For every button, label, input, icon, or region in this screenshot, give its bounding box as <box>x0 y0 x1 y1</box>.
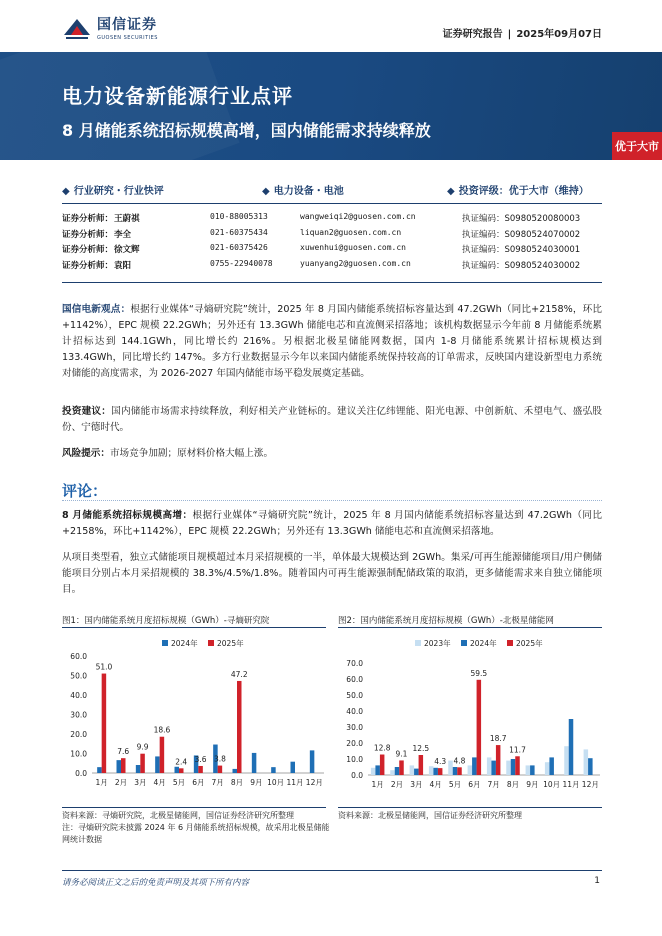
legend-label: 2023年 <box>424 639 451 648</box>
figure1-chart <box>62 630 326 805</box>
diamond-icon: ◆ <box>62 186 70 197</box>
diamond-icon: ◆ <box>447 186 455 197</box>
analyst-list <box>62 212 602 274</box>
header-separator: | <box>507 29 512 40</box>
x-tick-label: 10月 <box>267 778 285 787</box>
bar-2024年 <box>97 767 102 773</box>
analyst-row <box>62 243 602 259</box>
review-paragraph-1 <box>62 508 602 540</box>
bar-2024年 <box>491 761 496 775</box>
advice-label: 投资建议： <box>62 406 112 417</box>
report-date: 2025年09月07日 <box>516 29 602 40</box>
analyst-email[interactable]: liquan2@guosen.com.cn <box>300 227 402 237</box>
logo-name-en: GUOSEN SECURITIES <box>97 35 158 41</box>
x-tick-label: 1月 <box>95 778 108 787</box>
page-header <box>0 0 662 52</box>
bar-2024年 <box>472 757 477 775</box>
report-type: 证券研究报告 <box>442 29 503 40</box>
review-p1-text: 根据行业媒体“寻熵研究院”统计，2025 年 8 月国内储能系统招标容量达到 47.2GWh（同比+2158%，环比+1142%），EPC 规模 22.2GWh；另外还有 13.3GWh 储能电芯和直流侧采招落地。 <box>62 510 602 537</box>
figure2-source: 资料来源：北极星储能网，国信证券经济研究所整理 <box>338 811 522 820</box>
review-divider <box>62 500 602 501</box>
bar-2024年 <box>175 767 180 773</box>
y-tick-label: 0.0 <box>351 771 363 780</box>
bar-2024年 <box>433 768 438 775</box>
advice-paragraph <box>62 404 602 436</box>
analyst-phone: 0755-22940078 <box>210 258 273 268</box>
y-tick-label: 60.0 <box>346 675 363 684</box>
bar-2023年 <box>584 749 589 775</box>
data-label: 51.0 <box>95 662 113 672</box>
x-tick-label: 9月 <box>250 778 263 787</box>
x-tick-label: 7月 <box>487 780 500 789</box>
rating-badge: 优于大市 <box>612 132 662 160</box>
y-tick-label: 30.0 <box>346 723 363 732</box>
risk-label: 风险提示： <box>62 448 110 459</box>
x-tick-label: 11月 <box>562 780 580 789</box>
bar-2024年 <box>453 767 458 775</box>
y-tick-label: 10.0 <box>70 749 87 759</box>
bar-2023年 <box>545 762 550 775</box>
bar-2024年 <box>233 769 238 773</box>
advice-text: 国内储能市场需求持续释放，利好相关产业链标的。建议关注亿纬锂能、阳光电源、中创新航、禾望电气、盛弘股份、宁德时代。 <box>62 406 603 433</box>
bar-2025年 <box>380 755 385 775</box>
x-tick-label: 8月 <box>230 778 244 787</box>
bar-2023年 <box>564 746 569 775</box>
data-label: 3.8 <box>213 754 226 764</box>
analyst-email[interactable]: wangweiqi2@guosen.com.cn <box>300 212 416 221</box>
analyst-row <box>62 212 602 228</box>
figure2-chart <box>338 630 602 805</box>
bar-2025年 <box>457 767 462 775</box>
view-paragraph <box>62 302 602 382</box>
x-tick-label: 6月 <box>192 778 205 787</box>
bar-2024年 <box>549 757 554 775</box>
y-tick-label: 40.0 <box>70 691 87 700</box>
bar-2024年 <box>588 758 593 775</box>
bar-2023年 <box>429 766 434 775</box>
analyst-name: 袁阳 <box>114 260 132 271</box>
data-label: 4.8 <box>453 756 466 766</box>
y-tick-label: 50.0 <box>70 671 87 681</box>
x-tick-label: 1月 <box>371 780 384 789</box>
analyst-row <box>62 259 602 275</box>
figure2-rule <box>338 627 602 628</box>
bar-2023年 <box>468 765 473 775</box>
analyst-role: 证券分析师： <box>62 229 114 240</box>
y-tick-label: 40.0 <box>346 707 363 716</box>
data-label: 2.4 <box>175 757 188 767</box>
bar-2025年 <box>237 681 242 773</box>
data-label: 59.5 <box>470 668 488 678</box>
data-label: 7.6 <box>117 747 130 757</box>
bar-2024年 <box>530 765 535 775</box>
bar-2024年 <box>136 765 141 773</box>
data-label: 9.9 <box>136 742 149 752</box>
legend-swatch <box>208 640 214 646</box>
x-tick-label: 4月 <box>429 780 442 789</box>
bar-2024年 <box>375 765 380 775</box>
legend-swatch <box>162 640 168 646</box>
analyst-name: 李全 <box>114 229 132 240</box>
report-subtitle: 8 月储能系统招标规模高增，国内储能需求持续释放 <box>62 121 431 140</box>
x-tick-label: 5月 <box>448 780 462 789</box>
bar-2023年 <box>390 770 395 775</box>
x-tick-label: 12月 <box>581 780 599 789</box>
bar-2025年 <box>160 737 165 773</box>
bar-2025年 <box>179 768 184 773</box>
x-tick-label: 3月 <box>410 780 423 789</box>
tag-research: ◆ 行业研究・行业快评 <box>62 186 164 197</box>
y-tick-label: 20.0 <box>346 739 363 748</box>
figure1-title: 图1：国内储能系统月度招标规模（GWh）-寻熵研究院 <box>62 616 270 626</box>
risk-paragraph <box>62 446 602 462</box>
x-tick-label: 10月 <box>543 780 561 789</box>
company-logo <box>62 14 158 41</box>
analyst-role: 证券分析师： <box>62 260 114 271</box>
bar-2025年 <box>419 755 424 775</box>
legend-label: 2025年 <box>516 639 543 648</box>
page-number: 1 <box>594 876 600 886</box>
analyst-cert: 执证编码：S0980524030001 <box>462 245 581 255</box>
analyst-role: 证券分析师： <box>62 214 114 224</box>
bar-2025年 <box>438 768 443 775</box>
legend-swatch <box>415 640 421 646</box>
review-heading: 评论： <box>62 482 108 500</box>
data-label: 9.1 <box>395 749 408 759</box>
tag-rating: ◆ 投资评级：优于大市（维持） <box>447 186 589 197</box>
bar-2024年 <box>252 753 256 773</box>
data-label: 12.8 <box>373 743 391 753</box>
data-label: 18.6 <box>153 725 171 735</box>
bar-2025年 <box>496 745 501 775</box>
legend-swatch <box>461 640 467 646</box>
footer-disclaimer: 请务必阅读正文之后的免责声明及其项下所有内容 <box>62 878 250 888</box>
bar-2023年 <box>526 765 531 775</box>
figure1-bottom-rule <box>62 807 326 808</box>
bar-2023年 <box>371 768 376 775</box>
bar-2024年 <box>155 756 160 773</box>
analyst-role: 证券分析师： <box>62 245 114 255</box>
bar-2024年 <box>310 750 315 773</box>
x-tick-label: 9月 <box>526 780 539 789</box>
data-label: 11.7 <box>509 745 526 755</box>
analyst-cert: 执证编码：S0980524030002 <box>462 260 581 271</box>
view-text: 根据行业媒体“寻熵研究院”统计，2025 年 8 月国内储能系统招标容量达到 47.2GWh（同比+2158%，环比+1142%），EPC 规模 22.2GWh；另外还有 13.3GWh 储能电芯和直流侧采招落地；该机构数据显示今年前 8 月储能系统累计招标达到 144.1GWh，同比增长约 216%。另根据北极星储能网数据，国内 1-8 月储能系统累计招标规模达到 133.4GWh，同比增长约 147%。多方行业数据显示今年以来国内储能系统保持较高的订单需求，反映国内建设新型电力系统对储能的高度需求，为 2026-2027 年国内储能市场平稳发展奠定基础。 <box>62 304 603 379</box>
review-paragraph-2 <box>62 550 602 598</box>
x-tick-label: 11月 <box>286 778 304 787</box>
analyst-divider <box>62 282 602 283</box>
risk-text: 市场竞争加剧；原材料价格大幅上涨。 <box>109 448 274 459</box>
bar-2024年 <box>511 759 516 775</box>
bar-2025年 <box>102 674 107 773</box>
x-tick-label: 4月 <box>153 778 166 787</box>
analyst-name: 徐文辉 <box>114 245 140 255</box>
analyst-email[interactable]: xuwenhui@guosen.com.cn <box>300 243 406 252</box>
analyst-cert: 执证编码：S0980520080003 <box>462 214 581 224</box>
figure1-rule <box>62 627 326 628</box>
x-tick-label: 2月 <box>114 778 128 787</box>
bar-2025年 <box>399 760 404 775</box>
x-tick-label: 2月 <box>390 780 404 789</box>
legend-swatch <box>507 640 513 646</box>
bar-2025年 <box>477 680 482 775</box>
bar-2025年 <box>218 766 223 773</box>
review-p1-label: 8 月储能系统招标规模高增： <box>62 510 193 521</box>
x-tick-label: 12月 <box>305 778 323 787</box>
figure2-title: 图2：国内储能系统月度招标规模（GWh）-北极星储能网 <box>338 616 554 626</box>
report-title: 电力设备新能源行业点评 <box>62 84 293 108</box>
bar-2023年 <box>410 765 415 775</box>
view-label: 国信电新观点： <box>62 304 131 315</box>
y-tick-label: 30.0 <box>70 710 87 720</box>
report-meta <box>443 25 602 40</box>
analyst-phone: 010-88005313 <box>210 212 268 221</box>
analyst-phone: 021-60375426 <box>210 243 268 252</box>
logo-name-cn: 国信证券 <box>97 17 157 33</box>
y-tick-label: 0.0 <box>75 769 87 778</box>
bar-2024年 <box>395 767 400 775</box>
bar-2024年 <box>569 719 574 775</box>
data-label: 3.6 <box>194 754 207 764</box>
x-tick-label: 8月 <box>506 780 520 789</box>
legend-label: 2024年 <box>171 639 198 648</box>
bar-2023年 <box>506 761 511 775</box>
data-label: 4.3 <box>434 757 447 767</box>
bar-2024年 <box>117 760 122 773</box>
analyst-name: 王蔚祺 <box>114 214 140 224</box>
tag-industry: ◆ 电力设备・电池 <box>262 186 344 197</box>
y-tick-label: 10.0 <box>346 755 363 764</box>
analyst-row <box>62 228 602 244</box>
figure2-bottom-rule <box>338 807 602 808</box>
bar-2024年 <box>414 769 419 775</box>
analyst-cert: 执证编码：S0980524070002 <box>462 229 581 240</box>
bar-2023年 <box>487 757 492 775</box>
title-banner <box>0 52 662 160</box>
figure1-note: 注：寻熵研究院未披露 2024 年 6 月储能系统招标规模，故采用北极星储能网统计数据 <box>62 823 330 844</box>
legend-label: 2024年 <box>470 639 497 648</box>
analyst-phone: 021-60375434 <box>210 227 268 237</box>
x-tick-label: 7月 <box>211 778 224 787</box>
bar-2024年 <box>291 762 296 773</box>
y-tick-label: 20.0 <box>70 730 87 739</box>
bar-2025年 <box>515 756 520 775</box>
review-p2-text: 从项目类型看，独立式储能项目规模超过本月采招规模的一半，单体最大规模达到 2GWh。集采/可再生能源储能项目/用户侧储能项目分别占本月采招规模的 38.3%/4.5%/1.8%。随着国内可再生能源强制配储政策的取消，更多储能需求来自独立储能项目。 <box>62 552 602 595</box>
bar-2023年 <box>448 761 453 775</box>
data-label: 18.7 <box>489 734 507 744</box>
y-tick-label: 60.0 <box>70 652 87 661</box>
y-tick-label: 50.0 <box>346 691 363 700</box>
legend-label: 2025年 <box>217 639 244 648</box>
footer-divider <box>62 870 602 871</box>
analyst-email[interactable]: yuanyang2@guosen.com.cn <box>300 258 411 268</box>
diamond-icon: ◆ <box>262 186 270 197</box>
figure1-source: 资料来源：寻熵研究院，北极星储能网，国信证券经济研究所整理 <box>62 811 294 820</box>
data-label: 47.2 <box>230 669 248 679</box>
y-tick-label: 70.0 <box>346 659 363 668</box>
x-tick-label: 3月 <box>134 778 147 787</box>
x-tick-label: 6月 <box>468 780 481 789</box>
data-label: 12.5 <box>412 744 430 753</box>
guosen-logo-icon <box>62 15 92 41</box>
bar-2025年 <box>121 758 126 773</box>
x-tick-label: 5月 <box>172 778 186 787</box>
bar-2024年 <box>271 767 276 773</box>
bar-2025年 <box>140 754 145 773</box>
bar-2025年 <box>198 766 203 773</box>
tags-divider <box>62 203 602 204</box>
